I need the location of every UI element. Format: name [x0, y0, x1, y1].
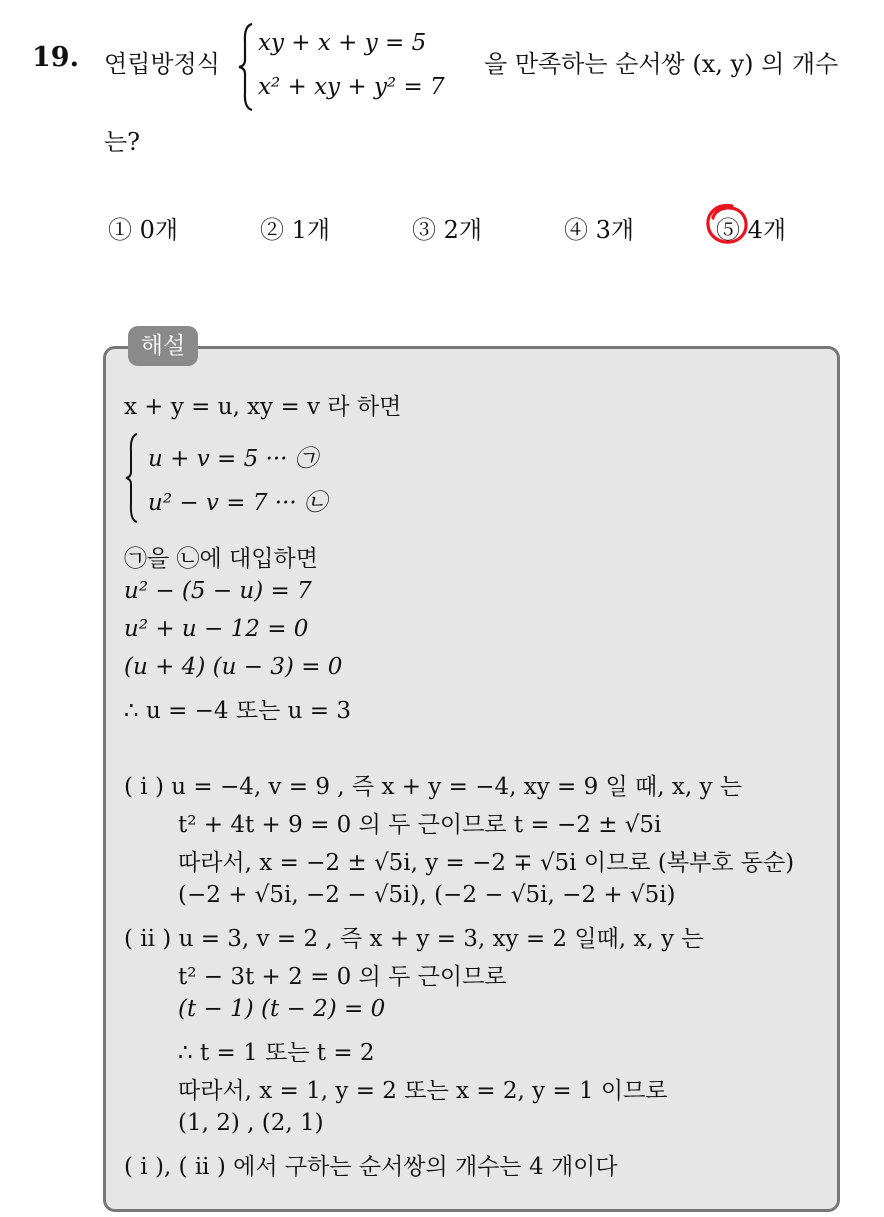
sol-line-13: ( ii ) u = 3, v = 2 , 즉 x + y = 3, xy = 2 일때, x, y 는 — [124, 926, 704, 952]
sol-line-11: 따라서, x = −2 ± √5i, y = −2 ∓ √5i 이므로 (복부호 동순) — [178, 850, 795, 876]
question-suffix: 을 만족하는 순서쌍 (x, y) 의 개수 — [484, 50, 839, 78]
sol-line-2: u + v = 5 ··· ㉠ — [148, 446, 318, 472]
question-suffix-2: 는? — [104, 128, 141, 156]
sol-line-10: t² + 4t + 9 = 0 의 두 근이므로 t = −2 ± √5i — [178, 812, 662, 838]
answer-circle-mark-icon — [704, 202, 750, 246]
system-brace-icon — [237, 22, 255, 112]
choice-1[interactable]: ① 0개 — [108, 216, 179, 244]
system-eq2: x² + xy + y² = 7 — [258, 74, 445, 100]
choice-3[interactable]: ③ 2개 — [412, 216, 483, 244]
substitution-brace-icon — [124, 432, 140, 524]
sol-line-1: x + y = u, xy = v 라 하면 — [124, 394, 402, 420]
choice-2[interactable]: ② 1개 — [260, 216, 331, 244]
sol-line-4: ㉠을 ㉡에 대입하면 — [124, 546, 318, 572]
sol-line-8: ∴ u = −4 또는 u = 3 — [124, 698, 351, 724]
choice-5[interactable]: ⑤ 4개 — [716, 216, 787, 244]
sol-line-3: u² − v = 7 ··· ㉡ — [148, 490, 328, 516]
sol-line-7: (u + 4) (u − 3) = 0 — [124, 654, 343, 680]
sol-line-15: (t − 1) (t − 2) = 0 — [178, 996, 386, 1022]
sol-line-6: u² + u − 12 = 0 — [124, 616, 309, 642]
sol-line-16: ∴ t = 1 또는 t = 2 — [178, 1040, 375, 1066]
choice-4[interactable]: ④ 3개 — [564, 216, 635, 244]
sol-line-14: t² − 3t + 2 = 0 의 두 근이므로 — [178, 964, 507, 990]
sol-line-9: ( i ) u = −4, v = 9 , 즉 x + y = −4, xy = 9 일 때, x, y 는 — [124, 774, 743, 800]
sol-line-5: u² − (5 − u) = 7 — [124, 578, 312, 604]
sol-line-19: ( i ), ( ii ) 에서 구하는 순서쌍의 개수는 4 개이다 — [124, 1154, 618, 1180]
sol-line-12: (−2 + √5i, −2 − √5i), (−2 − √5i, −2 + √5i) — [178, 882, 676, 908]
question-prefix: 연립방정식 — [104, 50, 220, 78]
solution-tag: 해설 — [128, 326, 198, 366]
system-eq1: xy + x + y = 5 — [258, 30, 427, 56]
question-number: 19. — [32, 42, 79, 73]
sol-line-18: (1, 2) , (2, 1) — [178, 1110, 324, 1136]
sol-line-17: 따라서, x = 1, y = 2 또는 x = 2, y = 1 이므로 — [178, 1078, 668, 1104]
